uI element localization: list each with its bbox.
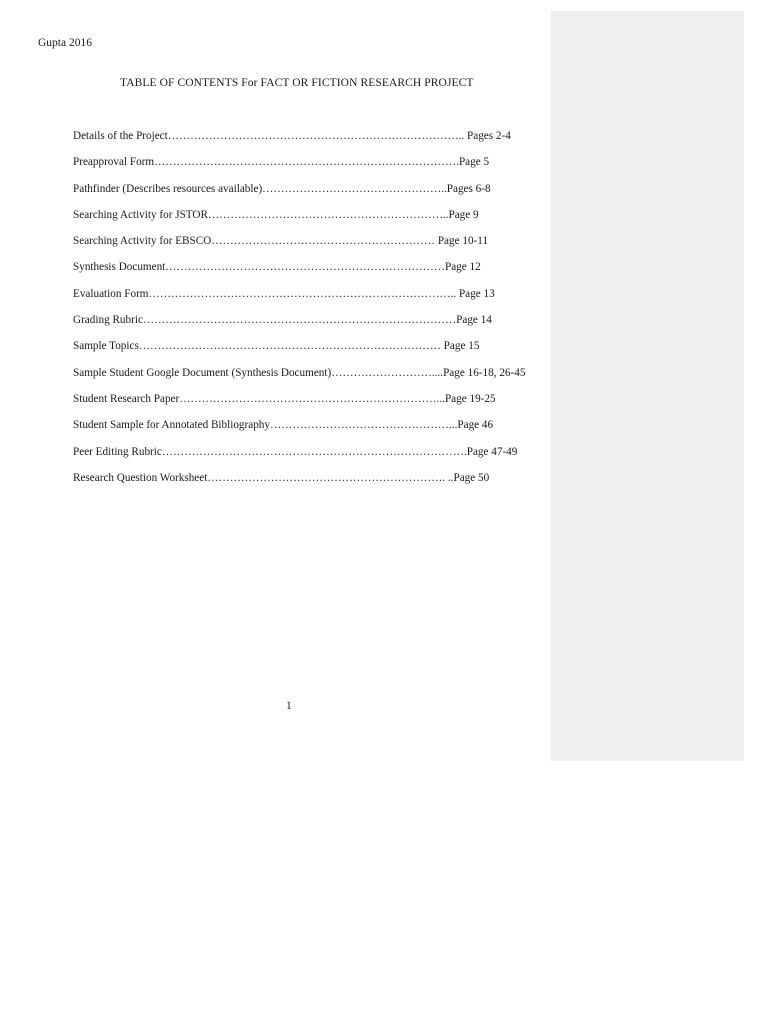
toc-entry: Sample Student Google Document (Synthesis Document)………………………....Page 16-18, 26-45 xyxy=(73,366,526,379)
toc-entry: Student Research Paper……………………………………………………………...Page 19-25 xyxy=(73,392,496,405)
toc-entry: Student Sample for Annotated Bibliography…………………………………………...Page 46 xyxy=(73,419,494,432)
toc-entry: Searching Activity for JSTOR………………………………………………………..Page 9 xyxy=(73,208,479,221)
page-number: 1 xyxy=(286,700,292,712)
table-of-contents xyxy=(73,129,525,497)
toc-entry: Pathfinder (Describes resources available)…………………………………………..Pages 6-8 xyxy=(73,182,491,195)
toc-entry: Synthesis Document…………………………………………………………………Page 12 xyxy=(73,261,481,274)
toc-entry: Preapproval Form……………………………………………………………………….Page 5 xyxy=(73,156,490,169)
toc-entry: Peer Editing Rubric……………………………………………………………………….Page 47-49 xyxy=(73,445,518,458)
toc-entry: Research Question Worksheet………………………………………………………. ..Page 50 xyxy=(73,471,490,484)
page-title: TABLE OF CONTENTS For FACT OR FICTION RESEARCH PROJECT xyxy=(120,77,474,89)
toc-entry: Searching Activity for EBSCO…………………………………………………… Page 10-11 xyxy=(73,235,489,248)
side-panel xyxy=(551,11,744,761)
toc-entry: Evaluation Form……………………………………………………………………….. Page 13 xyxy=(73,287,495,300)
running-header: Gupta 2016 xyxy=(38,37,92,49)
toc-entry: Grading Rubric…………………………………………………………………………Page 14 xyxy=(73,314,492,327)
toc-entry: Details of the Project…………………………………………………………………….. Pages 2-4 xyxy=(73,130,511,142)
toc-entry: Sample Topics……………………………………………………………………… Page 15 xyxy=(73,340,480,353)
